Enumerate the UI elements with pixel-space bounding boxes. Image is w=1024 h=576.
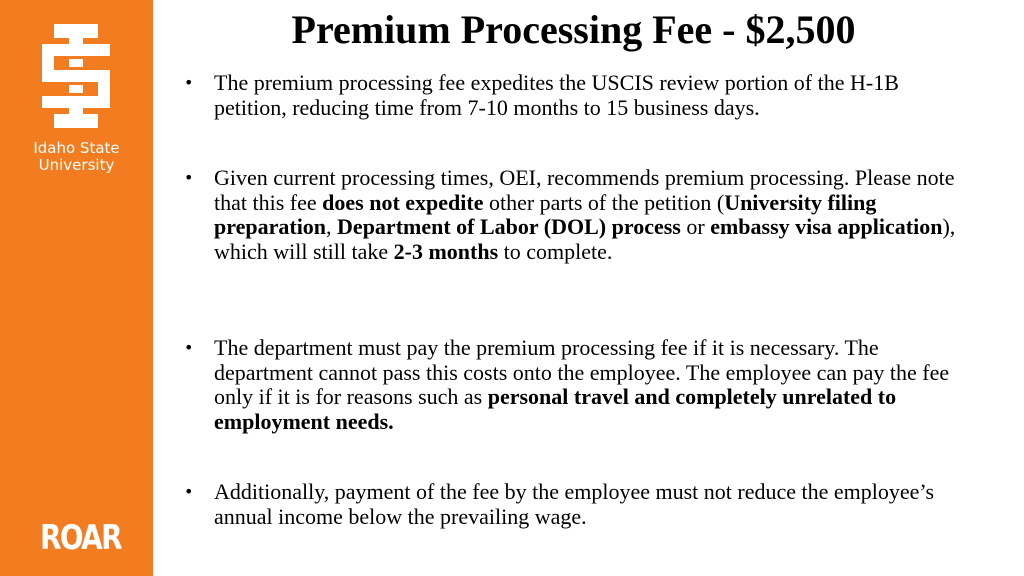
bullet-text: other parts of the petition ( xyxy=(483,189,725,215)
bold-phrase: Department of Labor (DOL) process xyxy=(337,214,681,239)
slide-title: Premium Processing Fee - $2,500 xyxy=(291,7,856,52)
bullet-text: , xyxy=(326,214,338,239)
bullet-item xyxy=(214,336,974,434)
bullet-item xyxy=(214,166,974,264)
bullet-item xyxy=(214,71,974,120)
bullet-item xyxy=(214,480,974,529)
bullet-text: Additionally, payment of the fee by the employee must not reduce the employee’s annual income below the prevailing wage. xyxy=(214,479,935,529)
bullet-text: Given current processing times, OEI, recommends premium processing. Please note that this fee xyxy=(214,165,955,215)
bold-phrase: embassy visa application xyxy=(710,214,943,239)
university-name-line2: University xyxy=(38,156,115,174)
bullet-text: to complete. xyxy=(498,238,613,264)
bold-phrase: 2-3 months xyxy=(393,238,499,264)
roar-wordmark: ROAR xyxy=(40,518,121,558)
bold-phrase: personal travel and completely unrelated to employment needs. xyxy=(214,384,897,434)
university-name-line1: Idaho State xyxy=(33,139,120,157)
bullet-text: The premium processing fee expedites the USCIS review portion of the H-1B petition, reducing time from 7-10 months to 15 business days. xyxy=(214,70,899,120)
bold-phrase: does not expedite xyxy=(322,189,484,215)
bullet-text: or xyxy=(680,214,711,239)
bullet-text: ), which will still take xyxy=(214,214,956,264)
bullet-text: The department must pay the premium processing fee if it is necessary. The department cannot pass this costs onto the employee. The employee can pay the fee only if it is for reasons such as xyxy=(214,335,950,409)
bold-phrase: University filing preparation xyxy=(214,189,877,239)
